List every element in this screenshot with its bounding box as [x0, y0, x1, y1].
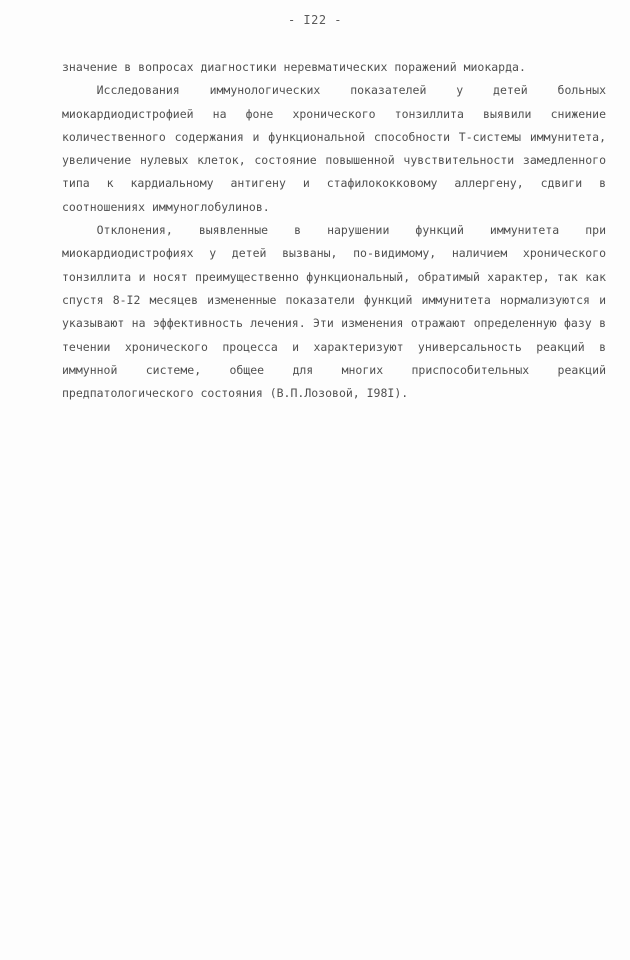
paragraph-immunology-findings: Исследования иммунологических показателей у детей больных миокардиодистрофией на фоне хронического тонзиллита выявили снижение количественного содержания и функциональной способности Т-системы иммунитета, увеличение нулевых клеток, состояние повышенной чувствительности замедленного типа к кардиальному антигену и стафилококковому аллергену, сдвиги в соотношениях иммуноглобулинов. — [62, 83, 606, 214]
page-number: - I22 - — [287, 13, 343, 27]
paragraph-deviations: Отклонения, выявленные в нарушении функций иммунитета при миокардиодистрофиях у детей вызваны, по-видимому, наличием хронического тонзиллита и носят преимущественно функциональный, обратимый характер, так как спустя 8-I2 месяцев измененные показатели функций иммунитета нормализуются и указывают на эффективность лечения. Эти изменения отражают определенную фазу в течении хронического процесса и характеризуют универсальность реакций в иммунной системе, общее для многих приспособительных реакций предпатологического состояния (В.П.Лозовой, I98I). — [62, 223, 606, 401]
paragraph-continuation: значение в вопросах диагностики неревматических поражений миокарда. — [62, 60, 526, 74]
document-body — [62, 56, 606, 405]
